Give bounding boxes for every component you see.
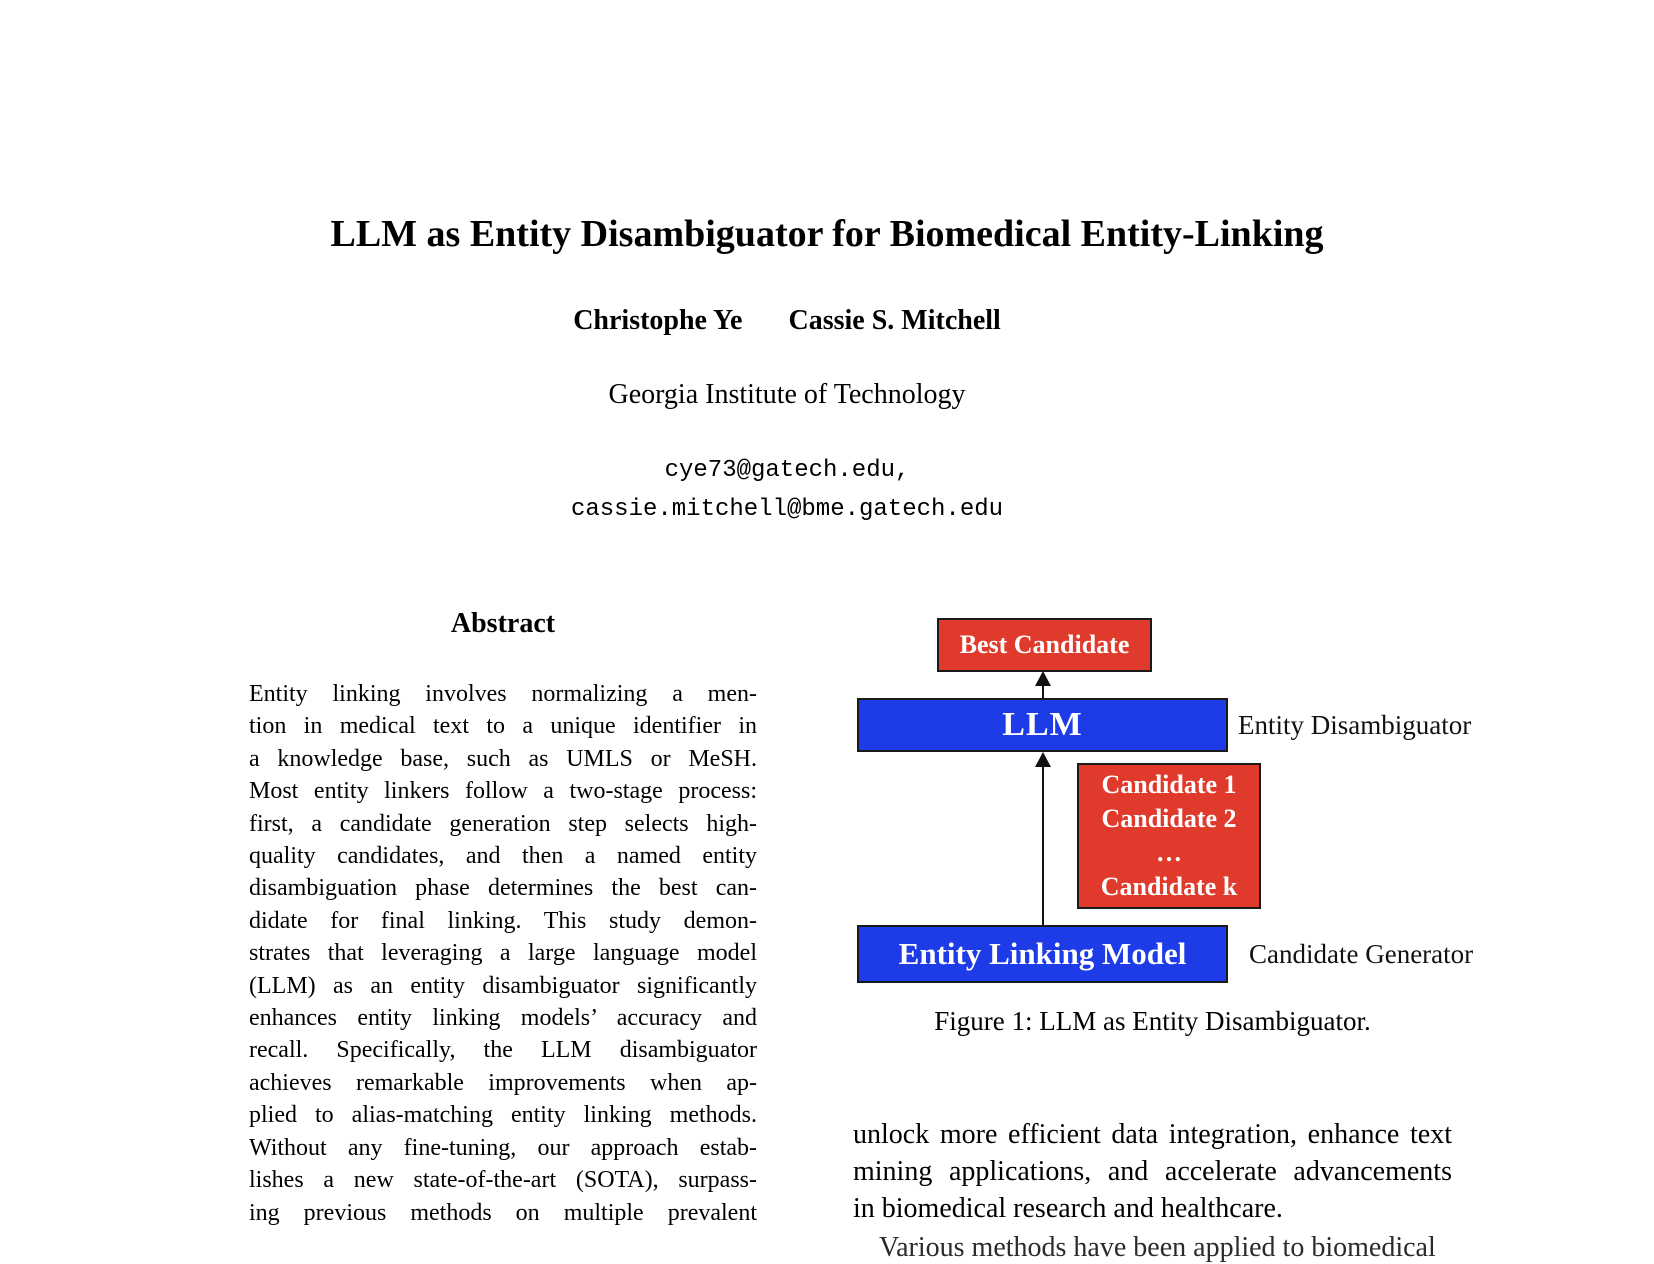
abstract-line: lishes a new state-of-the-art (SOTA), surpass- <box>249 1167 757 1194</box>
figure-box-llm <box>857 698 1228 752</box>
abstract-line: didate for final linking. This study demon- <box>249 907 757 934</box>
figure-box-entity-linking-model <box>857 925 1228 983</box>
body-line: unlock more efficient data integration, enhance text <box>853 1119 1452 1150</box>
arrow-line <box>1042 765 1044 925</box>
body-paragraph <box>853 1116 1452 1227</box>
abstract-paragraph <box>249 678 757 1229</box>
best-candidate-label: Best Candidate <box>959 630 1130 659</box>
figure-box-best-candidate <box>937 618 1152 672</box>
abstract-line: quality candidates, and then a named entity <box>249 843 757 870</box>
candidate-item: … <box>1155 838 1182 867</box>
candidate-list <box>1101 768 1238 904</box>
abstract-heading: Abstract <box>450 608 556 639</box>
abstract-line: strates that leveraging a large language model <box>249 940 757 967</box>
figure-caption: Figure 1: LLM as Entity Disambiguator. <box>934 1006 1371 1036</box>
abstract-line: Entity linking involves normalizing a men- <box>249 681 757 707</box>
arrow-line <box>1042 684 1044 698</box>
email-address: cye73@gatech.edu, <box>664 457 910 484</box>
author-name: Cassie S. Mitchell <box>788 305 1001 336</box>
paper-title: LLM as Entity Disambiguator for Biomedical Entity-Linking <box>330 213 1324 255</box>
abstract-line: Most entity linkers follow a two-stage process: <box>249 778 757 805</box>
email-address: cassie.mitchell@bme.gatech.edu <box>570 496 1004 523</box>
affiliation: Georgia Institute of Technology <box>608 379 966 410</box>
author-name: Christophe Ye <box>573 305 743 336</box>
abstract-line: first, a candidate generation step selects high- <box>249 810 757 837</box>
email-block <box>0 451 1574 529</box>
abstract-line: a knowledge base, such as UMLS or MeSH. <box>249 745 757 772</box>
abstract-line: ing previous methods on multiple prevalent <box>249 1199 757 1226</box>
abstract-line: Without any fine-tuning, our approach estab- <box>249 1134 757 1161</box>
abstract-line: (LLM) as an entity disambiguator significantly <box>249 972 757 999</box>
body-line: mining applications, and accelerate advancements <box>853 1156 1452 1187</box>
candidate-item: Candidate 2 <box>1101 804 1237 833</box>
body-line: in biomedical research and healthcare. <box>853 1193 1283 1224</box>
abstract-line: achieves remarkable improvements when ap- <box>249 1069 757 1096</box>
llm-label: LLM <box>1002 706 1083 743</box>
abstract-line: recall. Specifically, the LLM disambiguator <box>249 1037 757 1064</box>
abstract-line: disambiguation phase determines the best can- <box>249 875 757 902</box>
candidate-item: Candidate 1 <box>1101 770 1237 799</box>
candidate-item: Candidate k <box>1100 872 1238 901</box>
abstract-line: tion in medical text to a unique identifier in <box>249 713 757 740</box>
author-list <box>0 305 1574 337</box>
abstract-line: enhances entity linking models’ accuracy and <box>249 1005 757 1032</box>
entity-disambiguator-label: Entity Disambiguator <box>1238 709 1472 740</box>
entity-linking-model-label: Entity Linking Model <box>898 936 1187 971</box>
candidate-generator-label: Candidate Generator <box>1249 938 1474 969</box>
abstract-line: plied to alias-matching entity linking methods. <box>249 1102 757 1129</box>
partially-visible-line: Various methods have been applied to biomedical <box>879 1232 1436 1263</box>
figure-box-candidates <box>1077 763 1261 909</box>
